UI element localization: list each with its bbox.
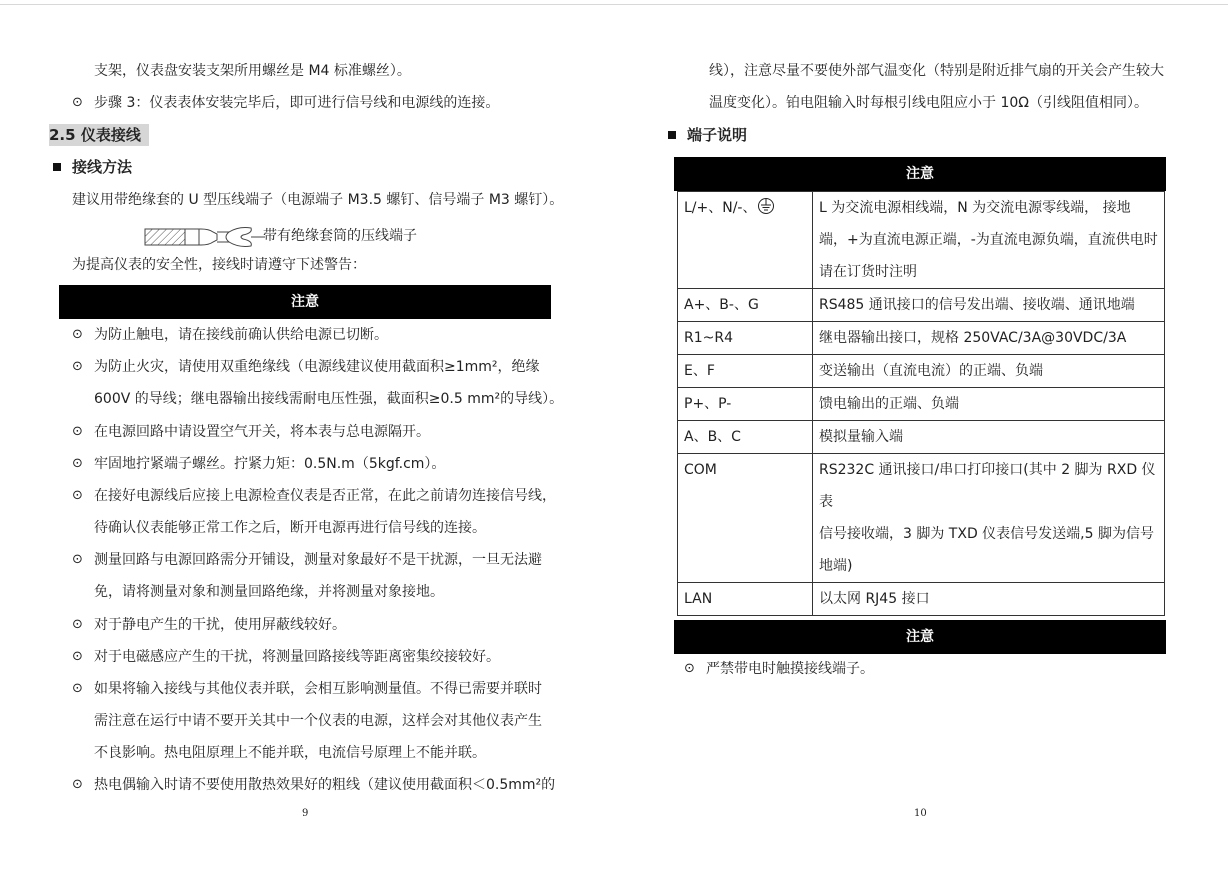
bullet-text: 不良影响。热电阻原理上不能并联，电流信号原理上不能并联。 xyxy=(94,745,486,761)
desc-line: RS232C 通讯接口/串口打印接口(其中 2 脚为 RXD 仪表 xyxy=(819,462,1156,510)
bullet-text: 牢固地拧紧端子螺丝。拧紧力矩：0.5N.m（5kgf.cm）。 xyxy=(94,456,446,472)
table-notice-bar: 注意 xyxy=(674,157,1166,191)
circled-dot-icon: ⊙ xyxy=(72,488,83,503)
terminal-desc: 变送输出（直流电流）的正端、负端 xyxy=(813,355,1165,388)
bullet-text: 为防止火灾，请使用双重绝缘线（电源线建议使用截面积≥1mm²，绝缘 xyxy=(94,359,540,375)
black-square-icon xyxy=(53,163,61,171)
table-row xyxy=(678,583,1165,616)
terminal-key: E、F xyxy=(678,355,813,388)
intro-text: 建议用带绝缘套的 U 型压线端子（电源端子 M3.5 螺钉、信号端子 M3 螺钉）。 xyxy=(72,192,564,208)
page-number: 10 xyxy=(914,808,927,819)
bullet-text: 对于电磁感应产生的干扰，将测量回路接线等距离密集绞接较好。 xyxy=(94,649,500,665)
desc-line: 信号接收端，3 脚为 TXD 仪表信号发送端,5 脚为信号 xyxy=(819,526,1154,542)
table-row xyxy=(678,289,1165,322)
circled-dot-icon: ⊙ xyxy=(72,424,83,439)
terminal-key-text: L/+、N/-、 xyxy=(684,200,757,216)
table-row xyxy=(678,322,1165,355)
circled-dot-icon: ⊙ xyxy=(72,681,83,696)
text-line: 线），注意尽量不要使外部气温变化（特别是附近排气扇的开关会产生较大 xyxy=(709,63,1164,79)
terminal-desc: 模拟量输入端 xyxy=(813,421,1165,454)
figure-label: 带有绝缘套筒的压线端子 xyxy=(263,228,417,244)
terminal-table xyxy=(677,191,1165,616)
bullet-text: 对于静电产生的干扰，使用屏蔽线较好。 xyxy=(94,617,346,633)
terminal-key: R1~R4 xyxy=(678,322,813,355)
section-heading xyxy=(49,124,149,146)
text-line: 支架，仪表盘安装支架所用螺丝是 M4 标准螺丝）。 xyxy=(94,63,411,79)
notice-bar-2: 注意 xyxy=(674,620,1166,654)
bullet-text: 需注意在运行中请不要开关其中一个仪表的电源，这样会对其他仪表产生 xyxy=(94,713,542,729)
crimp-terminal-figure xyxy=(143,224,267,250)
terminal-key: A、B、C xyxy=(678,421,813,454)
circled-dot-icon: ⊙ xyxy=(72,649,83,664)
bullet-text: 如果将输入接线与其他仪表并联，会相互影响测量值。不得已需要并联时 xyxy=(94,681,542,697)
terminal-desc xyxy=(813,454,1165,583)
terminal-desc xyxy=(813,192,1165,289)
table-row xyxy=(678,454,1165,583)
table-row xyxy=(678,355,1165,388)
circled-dot-icon: ⊙ xyxy=(684,661,695,676)
black-square-icon xyxy=(668,131,676,139)
table-row xyxy=(678,421,1165,454)
circled-dot-icon: ⊙ xyxy=(72,456,83,471)
bullet-text: 热电偶输入时请不要使用散热效果好的粗线（建议使用截面积＜0.5mm²的 xyxy=(94,777,556,793)
desc-line-with-icon xyxy=(819,224,1158,256)
bullet-text: 为防止触电，请在接线前确认供给电源已切断。 xyxy=(94,327,388,343)
desc-line: 端，+为直流电源正端，-为直流电源负端，直流供电时 xyxy=(819,232,1158,248)
terminal-key: A+、B-、G xyxy=(678,289,813,322)
safety-line: 为提高仪表的安全性，接线时请遵守下述警告： xyxy=(72,257,366,273)
text-line: 温度变化）。铂电阻输入时每根引线电阻应小于 10Ω（引线阻值相同）。 xyxy=(709,95,1148,111)
ground-symbol-icon xyxy=(757,197,775,215)
terminal-desc: 以太网 RJ45 接口 xyxy=(813,583,1165,616)
circled-dot-icon: ⊙ xyxy=(72,617,83,632)
terminal-desc: RS485 通讯接口的信号发出端、接收端、通讯地端 xyxy=(813,289,1165,322)
bullet-text: 待确认仪表能够正常工作之后，断开电源再进行信号线的连接。 xyxy=(94,520,486,536)
terminal-key xyxy=(678,192,813,289)
circled-dot-icon: ⊙ xyxy=(72,95,83,110)
terminal-key: LAN xyxy=(678,583,813,616)
text-line: 步骤 3：仪表表体安装完毕后，即可进行信号线和电源线的连接。 xyxy=(94,95,500,111)
notice-bar: 注意 xyxy=(59,285,551,319)
circled-dot-icon: ⊙ xyxy=(72,327,83,342)
bullet-text: 在接好电源线后应接上电源检查仪表是否正常，在此之前请勿连接信号线， xyxy=(94,488,556,504)
subheading-terminal-description: 端子说明 xyxy=(687,126,748,144)
circled-dot-icon: ⊙ xyxy=(72,359,83,374)
section-title: 仪表接线 xyxy=(80,126,141,144)
table-row xyxy=(678,388,1165,421)
page-number: 9 xyxy=(302,808,309,819)
bullet-text: 免，请将测量对象和测量回路绝缘，并将测量对象接地。 xyxy=(94,584,444,600)
terminal-key: COM xyxy=(678,454,813,583)
notice-2-text: 严禁带电时触摸接线端子。 xyxy=(706,661,874,677)
terminal-key: P+、P- xyxy=(678,388,813,421)
subheading-wiring-method: 接线方法 xyxy=(72,158,133,176)
circled-dot-icon: ⊙ xyxy=(72,777,83,792)
desc-line: L 为交流电源相线端，N 为交流电源零线端， 接地 xyxy=(819,200,1131,216)
bullet-text: 600V 的导线；继电器输出接线需耐电压性强，截面积≥0.5 mm²的导线）。 xyxy=(94,391,564,407)
desc-line: 请在订货时注明 xyxy=(819,264,917,280)
bullet-text: 在电源回路中请设置空气开关，将本表与总电源隔开。 xyxy=(94,424,430,440)
table-row xyxy=(678,192,1165,289)
desc-line: 地端) xyxy=(819,558,853,574)
circled-dot-icon: ⊙ xyxy=(72,552,83,567)
terminal-desc: 馈电输出的正端、负端 xyxy=(813,388,1165,421)
bullet-text: 测量回路与电源回路需分开铺设，测量对象最好不是干扰源，一旦无法避 xyxy=(94,552,542,568)
terminal-desc: 继电器输出接口，规格 250VAC/3A@30VDC/3A xyxy=(813,322,1165,355)
section-number: 2.5 xyxy=(49,126,76,144)
